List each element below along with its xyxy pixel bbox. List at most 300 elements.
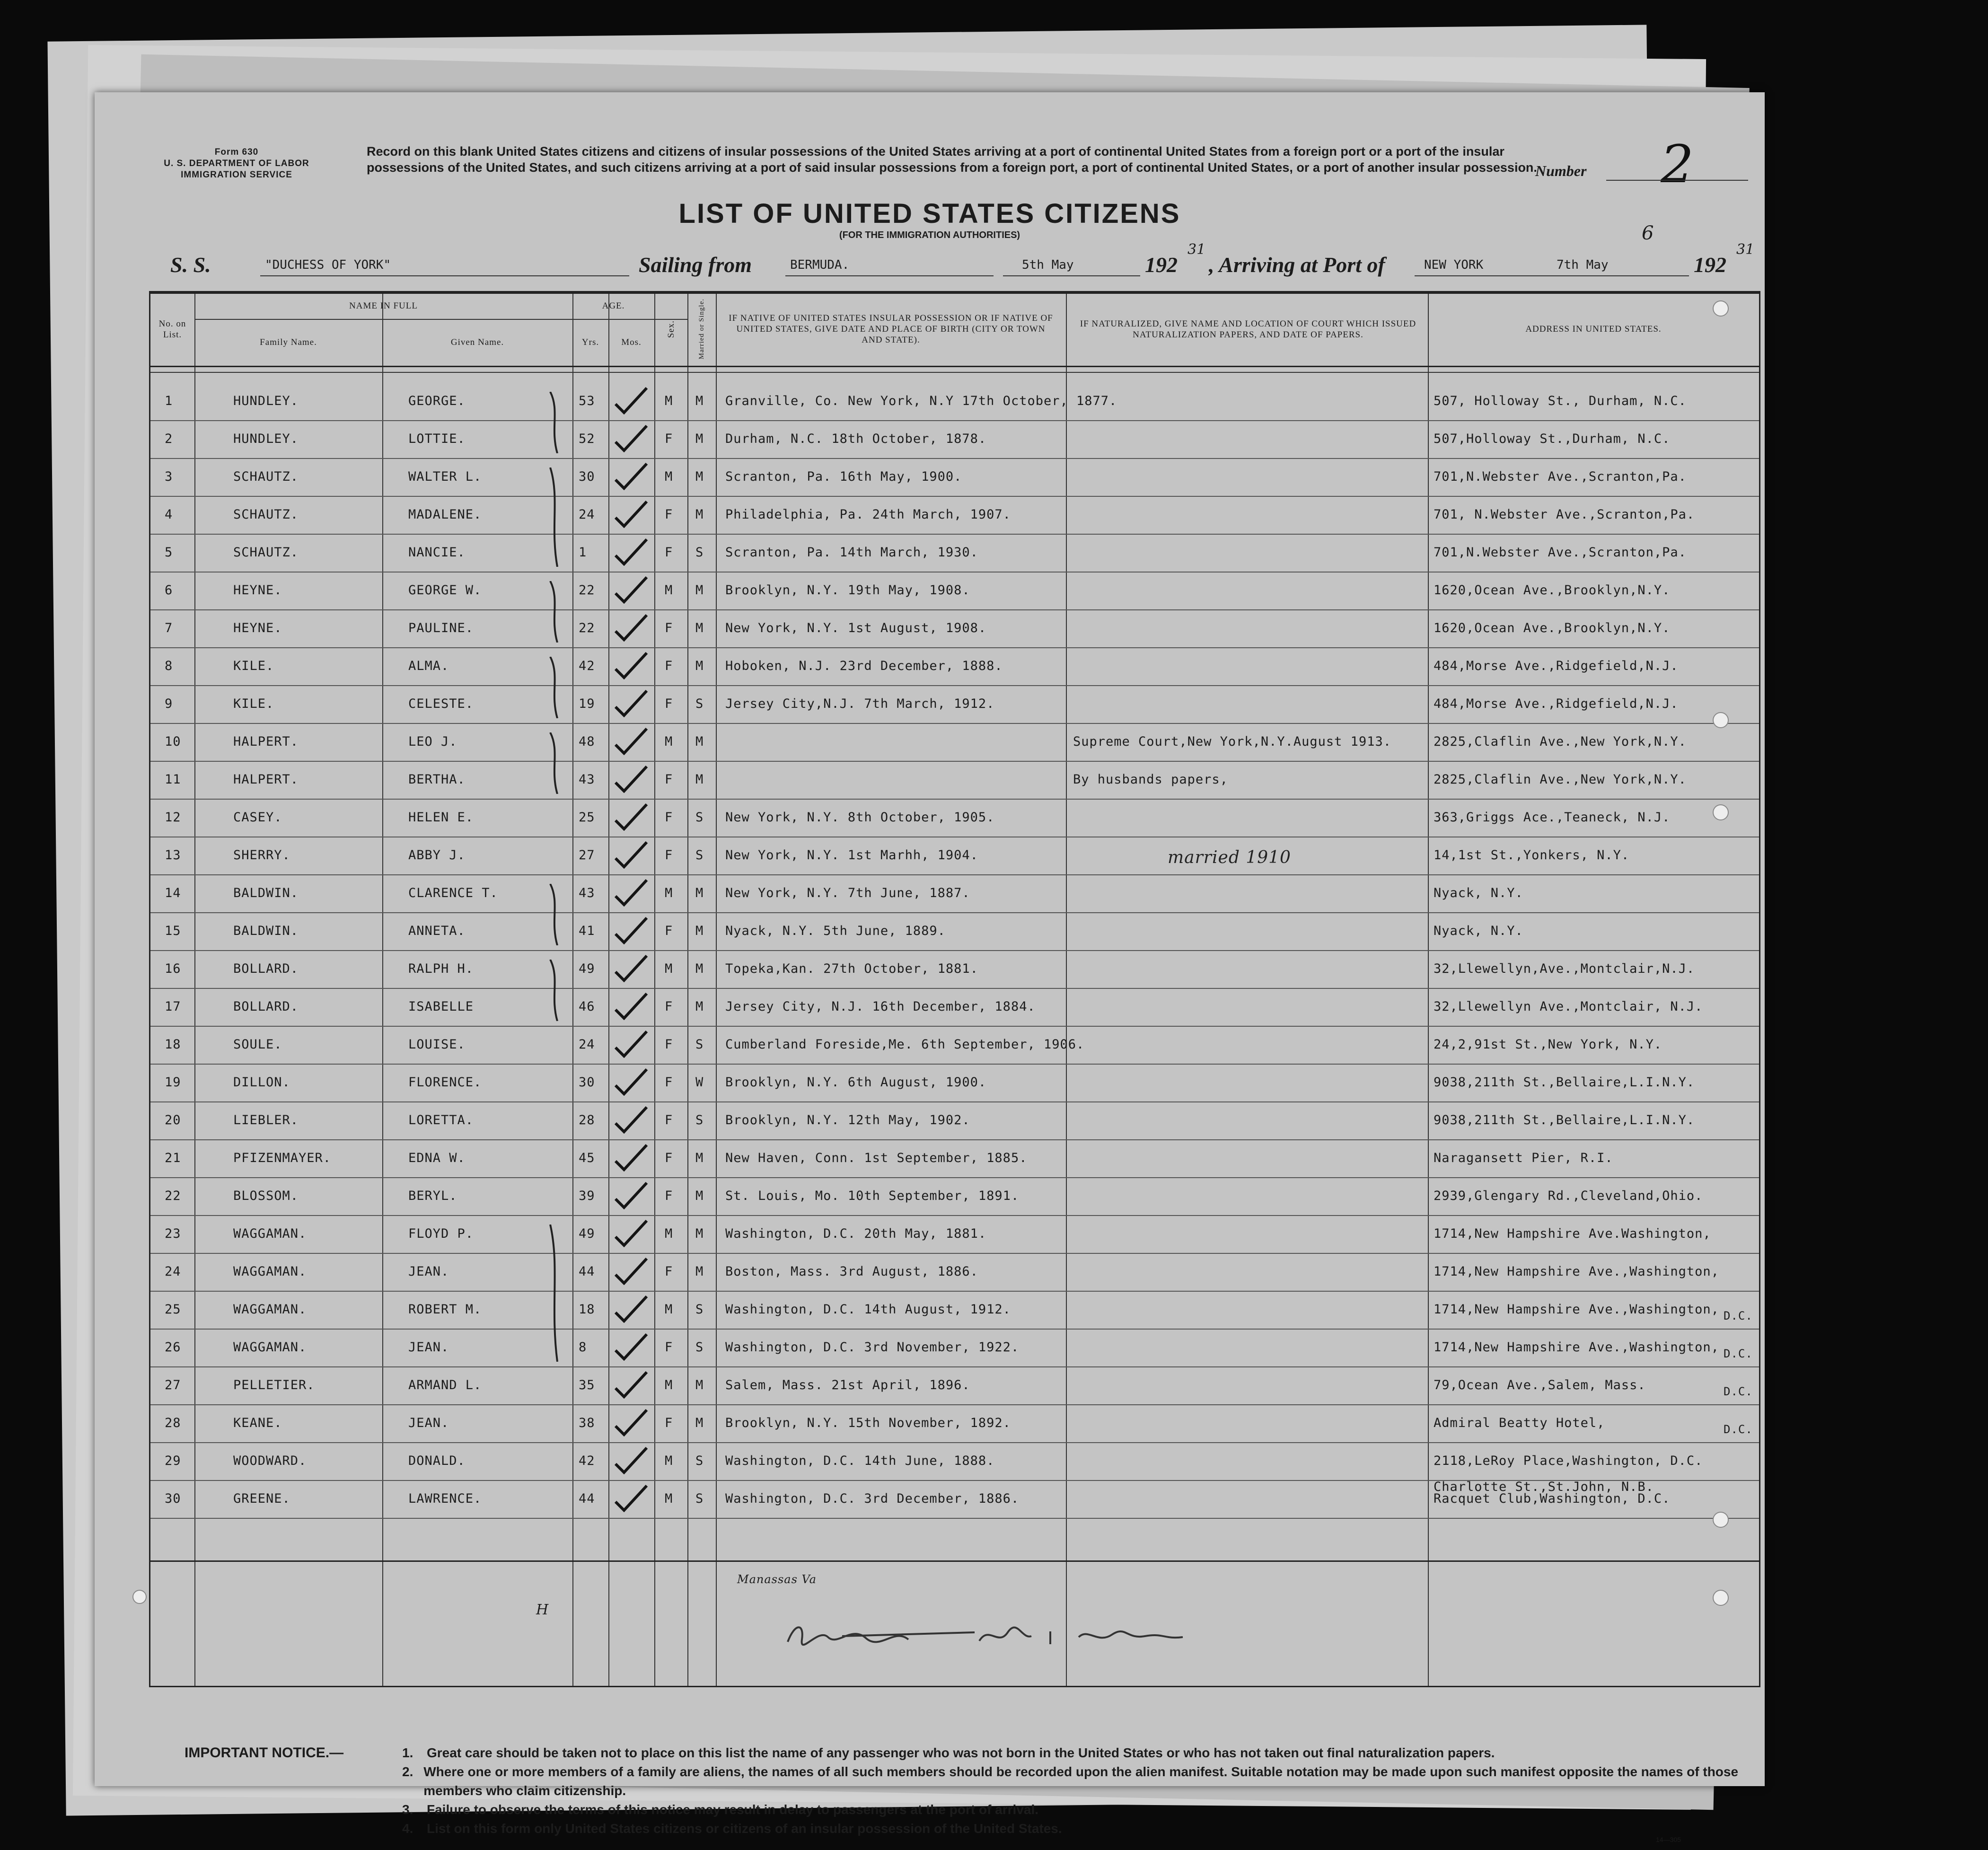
age-years: 22 xyxy=(579,621,595,635)
marital-status: M xyxy=(695,961,704,976)
family-name: BALDWIN. xyxy=(233,924,299,938)
given-name: LOUISE. xyxy=(408,1037,466,1052)
marital-status: M xyxy=(695,999,704,1014)
col-header-address: ADDRESS IN UNITED STATES. xyxy=(1525,324,1662,334)
arrival-hand: 6 xyxy=(1642,222,1654,244)
sailing-label: Sailing from xyxy=(639,253,752,277)
important-notice xyxy=(185,1744,1746,1838)
sex: M xyxy=(665,394,673,408)
notice-text: Failure to observe the terms of this notice may result in delay to passengers at the port of arrival. xyxy=(427,1802,1039,1817)
row-rule xyxy=(150,366,1759,367)
check-mark-icon xyxy=(612,1484,650,1512)
family-name: WAGGAMAN. xyxy=(233,1264,307,1279)
birth-place-date: Washington, D.C. 20th May, 1881. xyxy=(725,1226,987,1241)
row-number: 11 xyxy=(165,772,181,787)
address: Admiral Beatty Hotel, xyxy=(1434,1416,1605,1430)
check-mark-icon xyxy=(612,386,650,414)
sex: F xyxy=(665,507,673,522)
passenger-table xyxy=(149,291,1760,1687)
rule xyxy=(785,275,994,276)
family-brace-mark xyxy=(545,960,564,1021)
marital-status: S xyxy=(695,1340,704,1355)
table-row xyxy=(150,458,1759,497)
notice-text: List on this form only United States citizens or citizens of an insular possession of the United States. xyxy=(427,1821,1062,1836)
check-mark-icon xyxy=(612,1332,650,1361)
naturalization: Supreme Court,New York,N.Y.August 1913. xyxy=(1073,734,1391,749)
address: 507,Holloway St.,Durham, N.C. xyxy=(1434,432,1671,446)
table-row xyxy=(150,1101,1759,1140)
row-number: 17 xyxy=(165,999,181,1014)
birth-place-date: New Haven, Conn. 1st September, 1885. xyxy=(725,1151,1028,1165)
notice-item xyxy=(185,1744,1746,1762)
sex: M xyxy=(665,886,673,900)
birth-place-date: Topeka,Kan. 27th October, 1881. xyxy=(725,961,978,976)
sex: M xyxy=(665,1454,673,1468)
family-name: HALPERT. xyxy=(233,772,299,787)
family-name: WOODWARD. xyxy=(233,1454,307,1468)
sex: F xyxy=(665,1151,673,1165)
given-name: LORETTA. xyxy=(408,1113,474,1128)
check-mark-icon xyxy=(612,727,650,755)
family-name: DILLON. xyxy=(233,1075,290,1090)
marital-status: M xyxy=(695,507,704,522)
col-header-mos: Mos. xyxy=(621,337,642,347)
given-name: WALTER L. xyxy=(408,469,482,484)
birth-place-date: Brooklyn, N.Y. 19th May, 1908. xyxy=(725,583,970,598)
birth-place-date: New York, N.Y. 7th June, 1887. xyxy=(725,886,970,900)
address-line-2: Charlotte St.,St.John, N.B. xyxy=(1434,1480,1654,1494)
col-header-name-in-full: NAME IN FULL xyxy=(349,300,418,311)
sex: F xyxy=(665,999,673,1014)
row-number: 28 xyxy=(165,1416,181,1430)
marital-status: S xyxy=(695,1302,704,1317)
address: 484,Morse Ave.,Ridgefield,N.J. xyxy=(1434,696,1679,711)
annotation-married: married 1910 xyxy=(1168,848,1291,867)
marital-status: M xyxy=(695,469,704,484)
sex: F xyxy=(665,659,673,673)
address: 1620,Ocean Ave.,Brooklyn,N.Y. xyxy=(1434,621,1671,635)
check-mark-icon xyxy=(612,651,650,679)
age-years: 1 xyxy=(579,545,587,560)
birth-place-date: Boston, Mass. 3rd August, 1886. xyxy=(725,1264,978,1279)
binder-hole xyxy=(1713,300,1729,317)
age-years: 44 xyxy=(579,1264,595,1279)
birth-place-date: St. Louis, Mo. 10th September, 1891. xyxy=(725,1189,1020,1203)
row-number: 20 xyxy=(165,1113,181,1128)
family-name: HALPERT. xyxy=(233,734,299,749)
col-header-age: AGE. xyxy=(602,300,625,311)
year-hand-2: 31 xyxy=(1736,241,1755,258)
table-row xyxy=(150,799,1759,837)
marital-status: M xyxy=(695,886,704,900)
given-name: MADALENE. xyxy=(408,507,482,522)
given-name: ISABELLE xyxy=(408,999,474,1014)
family-name: SOULE. xyxy=(233,1037,282,1052)
table-row xyxy=(150,723,1759,762)
year-hand-1: 31 xyxy=(1188,241,1206,258)
given-name: ARMAND L. xyxy=(408,1378,482,1392)
check-mark-icon xyxy=(612,992,650,1020)
marital-status: S xyxy=(695,1454,704,1468)
check-mark-icon xyxy=(612,765,650,793)
table-row xyxy=(150,382,1759,421)
check-mark-icon xyxy=(612,462,650,490)
check-mark-icon xyxy=(612,916,650,944)
row-number: 23 xyxy=(165,1226,181,1241)
given-name: ABBY J. xyxy=(408,848,466,863)
table-row xyxy=(150,496,1759,535)
arrival-port: NEW YORK xyxy=(1424,258,1484,272)
marital-status: S xyxy=(695,696,704,711)
address: 79,Ocean Ave.,Salem, Mass. xyxy=(1434,1378,1646,1392)
binder-hole xyxy=(1713,804,1729,820)
table-row xyxy=(150,1026,1759,1065)
row-number: 12 xyxy=(165,810,181,825)
ss-label: S. S. xyxy=(170,253,211,277)
row-number: 15 xyxy=(165,924,181,938)
family-name: WAGGAMAN. xyxy=(233,1302,307,1317)
marital-status: S xyxy=(695,1113,704,1128)
family-brace-mark xyxy=(545,581,564,643)
marital-status: M xyxy=(695,1226,704,1241)
check-mark-icon xyxy=(612,1143,650,1172)
col-header-naturalized: IF NATURALIZED, GIVE NAME AND LOCATION OF COURT WHICH ISSUED NATURALIZATION PAPERS, AND DATE OF PAPERS. xyxy=(1080,318,1416,340)
age-years: 41 xyxy=(579,924,595,938)
arrival-date: 7th May xyxy=(1557,258,1609,272)
given-name: CLARENCE T. xyxy=(408,886,498,900)
manifest-page xyxy=(95,92,1765,1843)
age-years: 42 xyxy=(579,1454,595,1468)
address: 14,1st St.,Yonkers, N.Y. xyxy=(1434,848,1630,863)
age-years: 35 xyxy=(579,1378,595,1392)
age-years: 8 xyxy=(579,1340,587,1355)
row-number: 27 xyxy=(165,1378,181,1392)
birth-place-date: Washington, D.C. 14th August, 1912. xyxy=(725,1302,1011,1317)
row-number: 5 xyxy=(165,545,173,560)
family-name: SCHAUTZ. xyxy=(233,469,299,484)
form-code: 14—305 xyxy=(1656,1836,1681,1843)
check-mark-icon xyxy=(612,1067,650,1096)
number-value: 2 xyxy=(1661,134,1694,194)
department: U. S. DEPARTMENT OF LABOR xyxy=(164,159,309,168)
table-row xyxy=(150,534,1759,573)
family-name: HEYNE. xyxy=(233,583,282,598)
check-mark-icon xyxy=(612,1295,650,1323)
col-header-given: Given Name. xyxy=(450,337,504,347)
family-name: WAGGAMAN. xyxy=(233,1340,307,1355)
notice-lead: IMPORTANT NOTICE.— xyxy=(185,1745,344,1761)
table-row xyxy=(150,1329,1759,1367)
family-brace-mark xyxy=(545,467,564,567)
sex: F xyxy=(665,545,673,560)
arriving-label: , Arriving at Port of xyxy=(1209,253,1385,277)
age-years: 49 xyxy=(579,961,595,976)
family-brace-mark xyxy=(545,884,564,945)
birth-place-date: Jersey City, N.J. 16th December, 1884. xyxy=(725,999,1036,1014)
age-years: 24 xyxy=(579,507,595,522)
address: 1714,New Hampshire Ave.,Washington, xyxy=(1434,1264,1719,1279)
table-row xyxy=(150,761,1759,800)
row-number: 16 xyxy=(165,961,181,976)
marital-status: M xyxy=(695,1378,704,1392)
table-row xyxy=(150,1177,1759,1216)
age-years: 52 xyxy=(579,432,595,446)
given-name: LOTTIE. xyxy=(408,432,466,446)
age-years: 43 xyxy=(579,886,595,900)
instructions: Record on this blank United States citizens and citizens of insular possessions of the United States arriving at a port of continental United States from a foreign port or a port of the insular possessions of the United States, and such citizens arriving at a port of said insular possessions from a foreign port, a port of continental United States, or a port of another insular possession. xyxy=(367,144,1537,175)
check-mark-icon xyxy=(612,802,650,831)
given-name: JEAN. xyxy=(408,1264,449,1279)
age-years: 49 xyxy=(579,1226,595,1241)
sex: F xyxy=(665,1075,673,1090)
check-mark-icon xyxy=(612,424,650,452)
service: IMMIGRATION SERVICE xyxy=(181,170,292,180)
notice-item xyxy=(185,1762,1746,1800)
family-name: SCHAUTZ. xyxy=(233,507,299,522)
row-number: 18 xyxy=(165,1037,181,1052)
table-row xyxy=(150,1366,1759,1405)
row-number: 3 xyxy=(165,469,173,484)
sex: F xyxy=(665,1416,673,1430)
marital-status: M xyxy=(695,394,704,408)
family-name: SHERRY. xyxy=(233,848,290,863)
row-number: 4 xyxy=(165,507,173,522)
check-mark-icon xyxy=(612,1408,650,1436)
sex: M xyxy=(665,469,673,484)
notice-item xyxy=(185,1819,1746,1838)
check-mark-icon xyxy=(612,1105,650,1134)
birth-place-date: Brooklyn, N.Y. 12th May, 1902. xyxy=(725,1113,970,1128)
birth-place-date: Salem, Mass. 21st April, 1896. xyxy=(725,1378,970,1392)
table-row xyxy=(150,1404,1759,1443)
naturalization: By husbands papers, xyxy=(1073,772,1228,787)
birth-place-date: Granville, Co. New York, N.Y 17th October, 1877. xyxy=(725,394,1117,408)
notice-number: 4. xyxy=(402,1821,413,1836)
marital-status: M xyxy=(695,734,704,749)
family-brace-mark xyxy=(545,392,564,453)
annotation-h: H xyxy=(536,1602,549,1618)
birth-place-date: Scranton, Pa. 16th May, 1900. xyxy=(725,469,962,484)
birth-place-date: Brooklyn, N.Y. 15th November, 1892. xyxy=(725,1416,1011,1430)
address: 9038,211th St.,Bellaire,L.I.N.Y. xyxy=(1434,1075,1695,1090)
birth-place-date: Durham, N.C. 18th October, 1878. xyxy=(725,432,987,446)
page-title: LIST OF UNITED STATES CITIZENS xyxy=(678,198,1181,229)
row-number: 22 xyxy=(165,1189,181,1203)
birth-place-date: Scranton, Pa. 14th March, 1930. xyxy=(725,545,978,560)
table-row xyxy=(150,609,1759,648)
col-header-sex-label: Sex. xyxy=(666,320,676,338)
check-mark-icon xyxy=(612,1181,650,1209)
check-mark-icon xyxy=(612,613,650,642)
marital-status: M xyxy=(695,583,704,598)
sex: F xyxy=(665,432,673,446)
number-underline xyxy=(1606,180,1748,181)
age-years: 28 xyxy=(579,1113,595,1128)
binder-hole xyxy=(1713,1512,1729,1528)
col-header-family: Family Name. xyxy=(260,337,317,347)
check-mark-icon xyxy=(612,575,650,604)
sex: F xyxy=(665,810,673,825)
page-subtitle: (FOR THE IMMIGRATION AUTHORITIES) xyxy=(839,230,1020,240)
notice-indent xyxy=(185,1819,402,1838)
table-row xyxy=(150,912,1759,951)
row-number: 24 xyxy=(165,1264,181,1279)
marital-status: M xyxy=(695,1264,704,1279)
row-number: 7 xyxy=(165,621,173,635)
address: Nyack, N.Y. xyxy=(1434,924,1523,938)
notice-number: 3. xyxy=(402,1802,413,1817)
address: 701,N.Webster Ave.,Scranton,Pa. xyxy=(1434,545,1687,560)
address: 1714,New Hampshire Ave.Washington, xyxy=(1434,1226,1711,1241)
marital-status: M xyxy=(695,1189,704,1203)
age-years: 24 xyxy=(579,1037,595,1052)
given-name: BERTHA. xyxy=(408,772,466,787)
given-name: GEORGE W. xyxy=(408,583,482,598)
col-header-married-label: Married or Single. xyxy=(698,299,705,360)
given-name: JEAN. xyxy=(408,1340,449,1355)
given-name: FLORENCE. xyxy=(408,1075,482,1090)
given-name: JEAN. xyxy=(408,1416,449,1430)
birth-place-date: New York, N.Y. 8th October, 1905. xyxy=(725,810,995,825)
birth-place-date: New York, N.Y. 1st Marhh, 1904. xyxy=(725,848,978,863)
address-state: D.C. xyxy=(1724,1423,1753,1436)
birth-place-date: Hoboken, N.J. 23rd December, 1888. xyxy=(725,659,1003,673)
sex: F xyxy=(665,1189,673,1203)
given-name: ALMA. xyxy=(408,659,449,673)
row-number: 29 xyxy=(165,1454,181,1468)
rule xyxy=(1003,275,1140,276)
table-row xyxy=(150,1139,1759,1178)
check-mark-icon xyxy=(612,1446,650,1474)
row-number: 8 xyxy=(165,659,173,673)
sex: F xyxy=(665,696,673,711)
given-name: LEO J. xyxy=(408,734,457,749)
family-brace-mark xyxy=(545,732,564,794)
age-years: 25 xyxy=(579,810,595,825)
table-row xyxy=(150,1442,1759,1481)
family-name: BLOSSOM. xyxy=(233,1189,299,1203)
table-row xyxy=(150,1215,1759,1254)
address: 2939,Glengary Rd.,Cleveland,Ohio. xyxy=(1434,1189,1703,1203)
birth-place-date: Nyack, N.Y. 5th June, 1889. xyxy=(725,924,946,938)
marital-status: M xyxy=(695,772,704,787)
family-name: BOLLARD. xyxy=(233,999,299,1014)
table-row xyxy=(150,572,1759,610)
given-name: ANNETA. xyxy=(408,924,466,938)
table-row xyxy=(150,837,1759,875)
marital-status: W xyxy=(695,1075,704,1090)
depart-date: 5th May xyxy=(1022,258,1074,272)
binder-hole xyxy=(1713,712,1729,728)
check-mark-icon xyxy=(612,1030,650,1058)
check-mark-icon xyxy=(612,878,650,907)
address: 2825,Claflin Ave.,New York,N.Y. xyxy=(1434,734,1687,749)
check-mark-icon xyxy=(612,1257,650,1285)
marital-status: M xyxy=(695,924,704,938)
address: 1714,New Hampshire Ave.,Washington, xyxy=(1434,1302,1719,1317)
notice-text: Where one or more members of a family are aliens, the names of all such members should be recorded upon the alien manifest. Suitable notation may be made upon such manifest opposite the names of those members who claim citizenship. xyxy=(423,1764,1739,1798)
annotation-manassas: Manassas Va xyxy=(737,1573,817,1586)
sex: F xyxy=(665,1264,673,1279)
row-number: 26 xyxy=(165,1340,181,1355)
marital-status: M xyxy=(695,1416,704,1430)
address: 1714,New Hampshire Ave.,Washington, xyxy=(1434,1340,1719,1355)
birth-place-date: Cumberland Foreside,Me. 6th September, 1906. xyxy=(725,1037,1085,1052)
marital-status: S xyxy=(695,810,704,825)
row-number: 30 xyxy=(165,1491,181,1506)
family-name: WAGGAMAN. xyxy=(233,1226,307,1241)
family-name: HUNDLEY. xyxy=(233,394,299,408)
age-years: 46 xyxy=(579,999,595,1014)
col-header-married xyxy=(687,292,716,366)
table-row xyxy=(150,1064,1759,1102)
given-name: DONALD. xyxy=(408,1454,466,1468)
check-mark-icon xyxy=(612,1370,650,1399)
family-name: KILE. xyxy=(233,659,274,673)
given-name: NANCIE. xyxy=(408,545,466,560)
marital-status: S xyxy=(695,1491,704,1506)
number-label: Number xyxy=(1535,162,1587,179)
sex: M xyxy=(665,734,673,749)
address: 701, N.Webster Ave.,Scranton,Pa. xyxy=(1434,507,1695,522)
family-brace-mark xyxy=(545,1225,564,1362)
age-years: 53 xyxy=(579,394,595,408)
notice-indent xyxy=(185,1762,402,1800)
row-number: 6 xyxy=(165,583,173,598)
address: 507, Holloway St., Durham, N.C. xyxy=(1434,394,1687,408)
age-years: 44 xyxy=(579,1491,595,1506)
address: 701,N.Webster Ave.,Scranton,Pa. xyxy=(1434,469,1687,484)
table-row xyxy=(150,685,1759,724)
year-label-2: 192 xyxy=(1694,253,1726,277)
family-name: SCHAUTZ. xyxy=(233,545,299,560)
given-name: RALPH H. xyxy=(408,961,474,976)
notice-number: 1. xyxy=(402,1745,413,1760)
age-years: 39 xyxy=(579,1189,595,1203)
given-name: PAULINE. xyxy=(408,621,474,635)
birth-place-date: Jersey City,N.J. 7th March, 1912. xyxy=(725,696,995,711)
sex: M xyxy=(665,1378,673,1392)
sex: M xyxy=(665,961,673,976)
address-state: D.C. xyxy=(1724,1347,1753,1360)
handwritten-signature xyxy=(785,1618,1211,1651)
marital-status: S xyxy=(695,545,704,560)
family-name: CASEY. xyxy=(233,810,282,825)
family-name: BOLLARD. xyxy=(233,961,299,976)
family-name: PFIZENMAYER. xyxy=(233,1151,332,1165)
notice-indent xyxy=(185,1800,402,1819)
table-row xyxy=(150,1291,1759,1330)
row-number: 9 xyxy=(165,696,173,711)
check-mark-icon xyxy=(612,689,650,717)
table-row xyxy=(150,988,1759,1027)
address: 9038,211th St.,Bellaire,L.I.N.Y. xyxy=(1434,1113,1695,1128)
row-number: 14 xyxy=(165,886,181,900)
given-name: EDNA W. xyxy=(408,1151,466,1165)
given-name: GEORGE. xyxy=(408,394,466,408)
sex: M xyxy=(665,1226,673,1241)
sex: F xyxy=(665,1113,673,1128)
age-years: 27 xyxy=(579,848,595,863)
given-name: FLOYD P. xyxy=(408,1226,474,1241)
address: 484,Morse Ave.,Ridgefield,N.J. xyxy=(1434,659,1679,673)
marital-status: M xyxy=(695,621,704,635)
age-years: 22 xyxy=(579,583,595,598)
col-header-no: No. on List. xyxy=(158,318,186,340)
check-mark-icon xyxy=(612,840,650,869)
address: 32,Llewellyn,Ave.,Montclair,N.J. xyxy=(1434,961,1695,976)
notice-text: Great care should be taken not to place on this list the name of any passenger who was not born in the United States or who has not taken out final naturalization papers. xyxy=(427,1745,1495,1760)
